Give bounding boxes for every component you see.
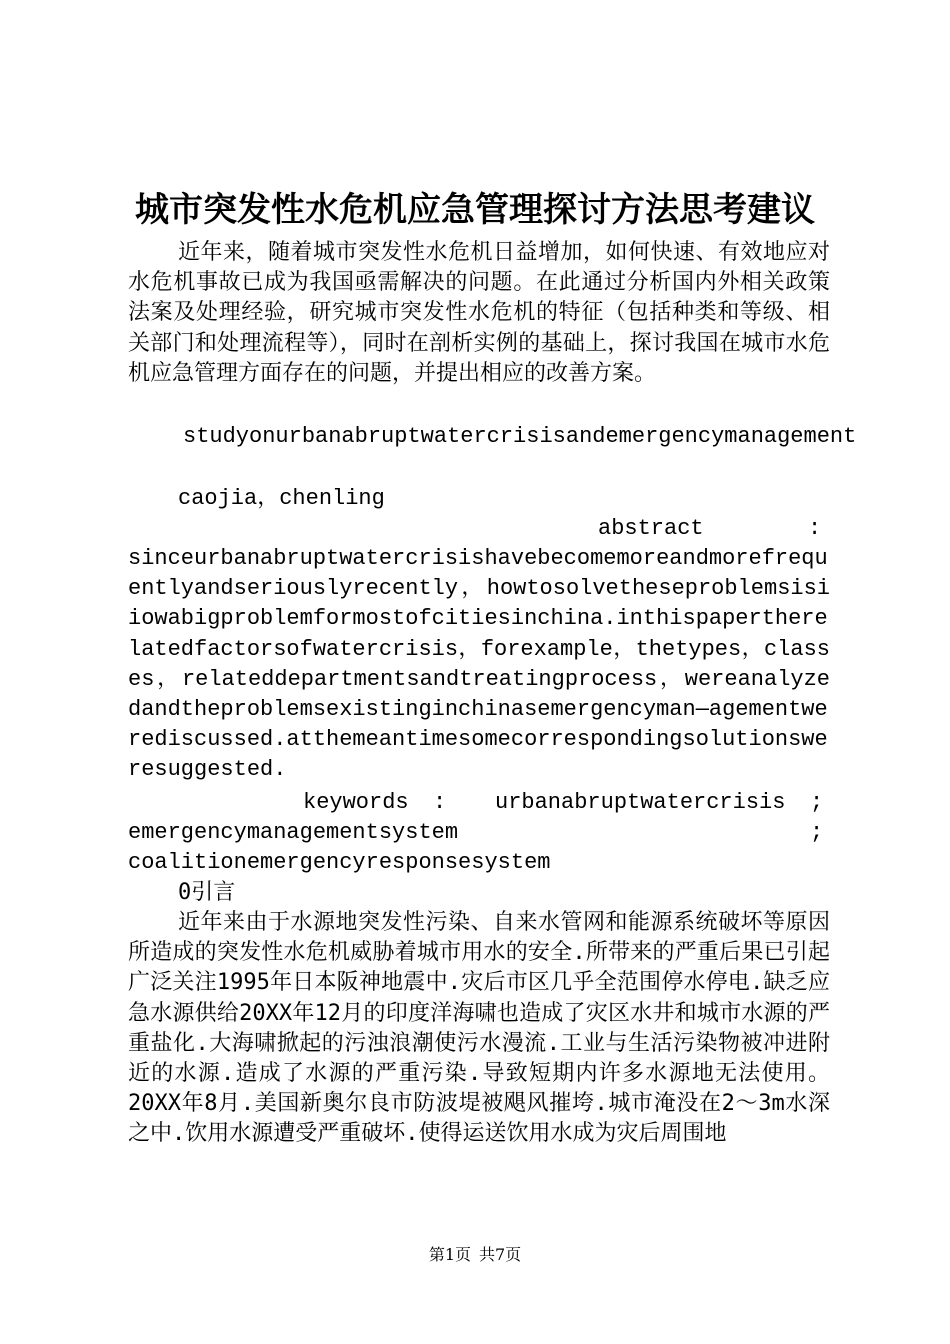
intro-paragraph: 近年来由于水源地突发性污染、自来水管网和能源系统破坏等原因所造成的突发性水危机威胁着城市用水的安全.所带来的严重后果已引起广泛关注1995年日本阪神地震中.灾后市区几乎全范围停水停电.缺乏应急水源供给20XX年12月的印度洋海啸也造成了灾区水井和城市水源的严重盐化.大海啸掀起的污浊浪潮使污水漫流.工业与生活污染物被冲进附近的水源.造成了水源的严重污染.导致短期内许多水源地无法使用。20XX年8月.美国新奥尔良市防波堤被飓风摧垮.城市淹没在2～3m水深之中.饮用水源遭受严重破坏.使得运送饮用水成为灾后周围地 [128,910,830,1147]
page-number: 第1页 [428,1245,471,1264]
keywords-label: keywords [303,790,409,815]
keyword-item: emergencymanagementsystem [128,820,459,845]
keyword-separator: ; [810,820,824,845]
authors: caojia，chenling [178,486,385,511]
intro-block [128,908,830,1150]
page-footer [0,1244,950,1266]
section-heading-introduction: 0引言 [178,880,236,905]
keywords-colon: : [433,790,447,815]
keyword-item: urbanabruptwatercrisis [495,790,786,815]
english-title: studyonurbanabruptwatercrisisandemergencymanagement [183,424,857,449]
abstract-en-label: abstract [598,516,704,541]
keyword-item: coalitionemergencyresponsesystem [128,850,551,875]
page-total: 共7页 [479,1245,522,1264]
document-title: 城市突发性水危机应急管理探讨方法思考建议 [135,190,815,230]
abstract-cn-paragraph: 近年来，随着城市突发性水危机日益增加，如何快速、有效地应对水危机事故已成为我国亟需解决的问题。在此通过分析国内外相关政策法案及处理经验，研究城市突发性水危机的特征（包括种类和等级、相关部门和处理流程等），同时在剖析实例的基础上，探讨我国在城市水危机应急管理方面存在的问题，并提出相应的改善方案。 [128,240,830,386]
abstract-en-colon: : [808,516,822,541]
abstract-en-paragraph: sinceurbanabruptwatercrisishavebecomemoreandmorefrequentlyandseriouslyrecently，howtosolvetheseproblemsisiiowabigproblemformostofcitiesinchina.inthispapertherelatedfactorsofwatercrisis，forexample，thetypes，classes，relateddepartmentsandtreatingprocess，wereanalyzedandtheproblemsexistinginchinasemergencyman—agementwerediscussed.atthemeantimesomecorrespondingsolutionsweresuggested. [128,546,830,783]
abstract-cn-block [128,238,830,389]
abstract-en-block [128,544,830,786]
keyword-separator: ; [810,790,824,815]
